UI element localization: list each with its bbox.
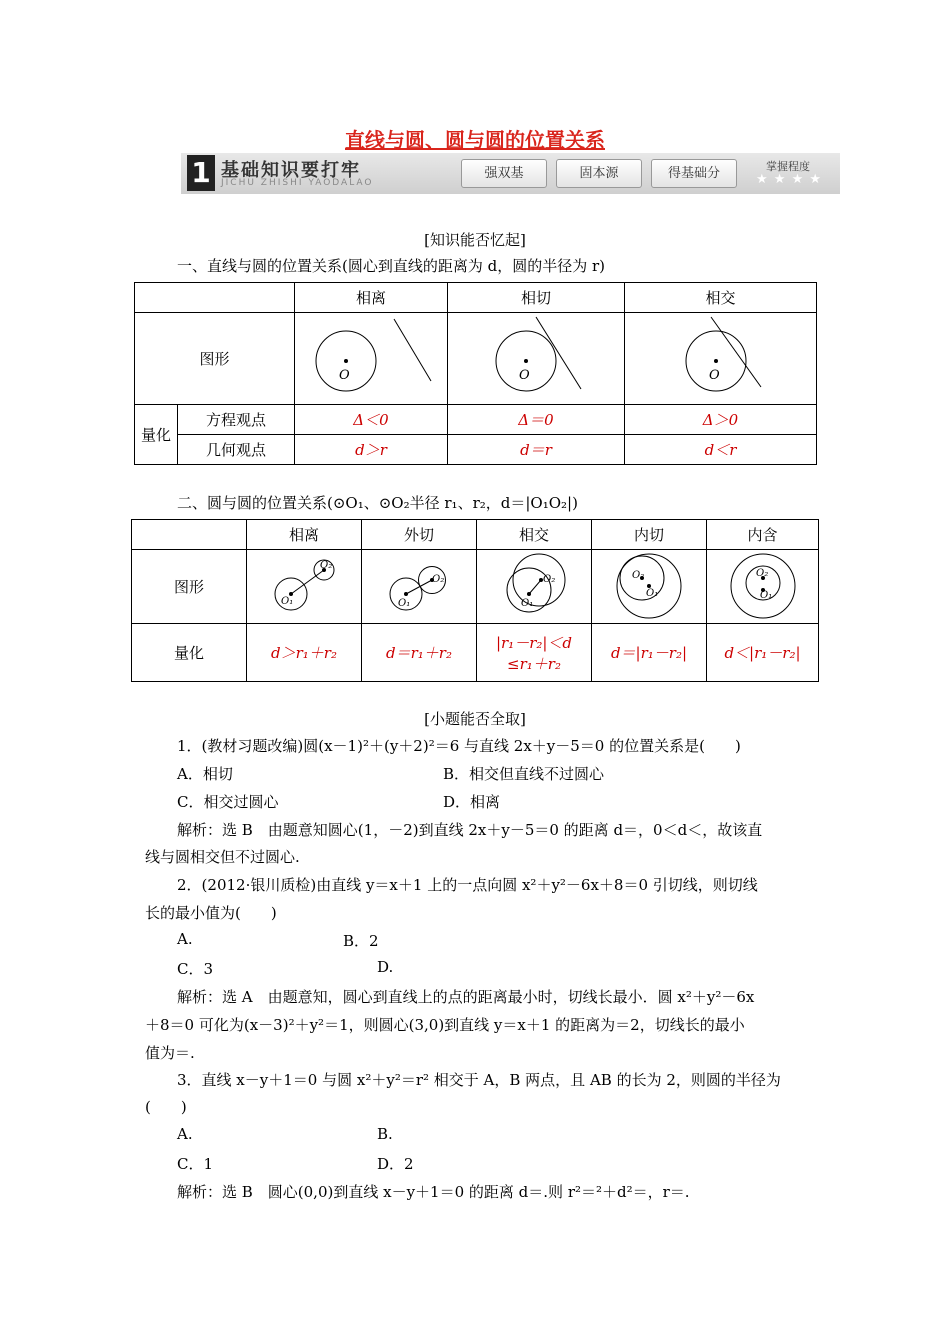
center-label: O bbox=[519, 367, 530, 383]
q2-option-b: B．2 bbox=[343, 932, 379, 950]
row-label-graph: 图形 bbox=[132, 550, 247, 624]
col-header: 相切 bbox=[448, 283, 625, 313]
q1-option-c: C．相交过圆心 bbox=[177, 793, 279, 811]
q1-option-b: B．相交但直线不过圆心 bbox=[443, 765, 605, 783]
q3-solution-line1: 解析：选 B 圆心(0,0)到直线 x－y＋1＝0 的距离 d＝.则 r²＝²＋d²＝，r＝. bbox=[177, 1183, 690, 1201]
q2-option-d: D. bbox=[377, 958, 394, 976]
answer-cell: d＜r bbox=[625, 435, 817, 465]
star-rating-icon: ★ ★ ★ ★ bbox=[756, 172, 823, 187]
answer-cell: d＝|r₁－r₂| bbox=[592, 624, 707, 682]
q3-option-a: A. bbox=[177, 1125, 193, 1143]
answer-cell: Δ＝0 bbox=[448, 405, 625, 435]
diagram-intersect bbox=[625, 313, 817, 405]
banner-number: 1 bbox=[187, 155, 215, 191]
o2-label: O₂ bbox=[543, 573, 556, 585]
q3-option-b: B. bbox=[377, 1125, 393, 1143]
diagram-intersect bbox=[477, 550, 592, 624]
center-label: O bbox=[708, 367, 720, 383]
q3-stem-line2: ( ) bbox=[145, 1098, 187, 1116]
col-header: 内含 bbox=[707, 520, 819, 550]
answer-cell: |r₁－r₂|＜d ≤r₁＋r₂ bbox=[477, 624, 592, 682]
answer-cell: d＞r bbox=[295, 435, 448, 465]
q1-option-d: D．相离 bbox=[443, 793, 501, 811]
o1-label: O₁ bbox=[521, 597, 534, 609]
q3-stem-line1: 3．直线 x－y＋1＝0 与圆 x²＋y²＝r² 相交于 A，B 两点，且 AB 的长为 2，则圆的半径为 bbox=[177, 1071, 781, 1089]
section-banner bbox=[181, 153, 840, 194]
banner-heading: 基础知识要打牢 bbox=[221, 160, 361, 181]
o2-label: O₂ bbox=[755, 567, 768, 579]
answer-cell: d＝r bbox=[448, 435, 625, 465]
q3-option-d: D．2 bbox=[377, 1155, 414, 1173]
col-header: 相离 bbox=[247, 520, 362, 550]
answer-cell: d＜|r₁－r₂| bbox=[707, 624, 819, 682]
diagram-contained bbox=[707, 550, 819, 624]
answer-cell: Δ＜0 bbox=[295, 405, 448, 435]
q2-stem-line2: 长的最小值为( ) bbox=[145, 904, 277, 922]
col-header: 内切 bbox=[592, 520, 707, 550]
o1-label: O₁ bbox=[398, 597, 411, 609]
o2-label: O₂ bbox=[432, 573, 445, 585]
page-title: 直线与圆、圆与圆的位置关系 bbox=[345, 128, 605, 152]
q2-solution-line3: 值为＝. bbox=[145, 1044, 195, 1062]
col-header: 相离 bbox=[295, 283, 448, 313]
o1-label: O₁ bbox=[759, 589, 772, 601]
part1-heading: 一、直线与圆的位置关系(圆心到直线的距离为 d，圆的半径为 r) bbox=[177, 257, 606, 275]
row-label-geometry: 几何观点 bbox=[178, 435, 295, 465]
q2-solution-line2: ＋8＝0 可化为(x－3)²＋y²＝1，则圆心(3,0)到直线 y＝x＋1 的距离为＝2，切线长的最小 bbox=[145, 1016, 745, 1034]
col-header: 相交 bbox=[625, 283, 817, 313]
q2-solution-line1: 解析：选 A 由题意知，圆心到直线上的点的距离最小时，切线长最小．圆 x²＋y²－6x bbox=[177, 988, 755, 1006]
center-label: O bbox=[339, 367, 350, 383]
o1-label: O₁ bbox=[646, 587, 659, 599]
answer-cell: Δ＞0 bbox=[625, 405, 817, 435]
diagram-tangent bbox=[448, 313, 625, 405]
answer-cell: d＝r₁＋r₂ bbox=[362, 624, 477, 682]
row-label-equation: 方程观点 bbox=[178, 405, 295, 435]
grade-label: 掌握程度 bbox=[766, 160, 810, 173]
tab-dejichufen[interactable]: 得基础分 bbox=[651, 159, 737, 188]
answer-cell: d＞r₁＋r₂ bbox=[247, 624, 362, 682]
section-heading-recall: [知识能否忆起] bbox=[424, 231, 526, 249]
o2-label: O₂ bbox=[320, 559, 333, 571]
row-label-graph: 图形 bbox=[135, 313, 295, 405]
row-label-quant: 量化 bbox=[132, 624, 247, 682]
row-label-quant: 量化 bbox=[135, 405, 178, 465]
diagram-separate bbox=[295, 313, 448, 405]
col-header: 相交 bbox=[477, 520, 592, 550]
tab-qiangshuangji[interactable]: 强双基 bbox=[461, 159, 547, 188]
q2-stem-line1: 2．(2012·银川质检)由直线 y＝x＋1 上的一点向圆 x²＋y²－6x＋8＝0 引切线，则切线 bbox=[177, 876, 758, 894]
diagram-external-tangent bbox=[362, 550, 477, 624]
section-heading-quiz: [小题能否全取] bbox=[424, 710, 526, 728]
q1-stem: 1．(教材习题改编)圆(x－1)²＋(y＋2)²＝6 与直线 2x＋y－5＝0 的位置关系是( ) bbox=[177, 737, 741, 755]
diagram-internal-tangent bbox=[592, 550, 707, 624]
q1-solution-line2: 线与圆相交但不过圆心. bbox=[145, 848, 300, 866]
diagram-separate bbox=[247, 550, 362, 624]
q1-option-a: A．相切 bbox=[177, 765, 233, 783]
q3-option-c: C．1 bbox=[177, 1155, 214, 1173]
q1-solution-line1: 解析：选 B 由题意知圆心(1，－2)到直线 2x＋y－5＝0 的距离 d＝，0＜d＜，故该直 bbox=[177, 821, 763, 839]
q2-option-c: C．3 bbox=[177, 960, 214, 978]
tab-gubenyuan[interactable]: 固本源 bbox=[556, 159, 642, 188]
o2-label: O₂ bbox=[632, 569, 645, 581]
q2-option-a: A. bbox=[177, 930, 193, 948]
col-header: 外切 bbox=[362, 520, 477, 550]
banner-pinyin: JICHU ZHISHI YAODALAO bbox=[221, 178, 374, 188]
o1-label: O₁ bbox=[281, 595, 294, 607]
part2-heading: 二、圆与圆的位置关系(⊙O₁、⊙O₂半径 r₁、r₂，d＝|O₁O₂|) bbox=[177, 494, 578, 512]
line-circle-table bbox=[134, 282, 817, 465]
circle-circle-table bbox=[131, 519, 819, 682]
